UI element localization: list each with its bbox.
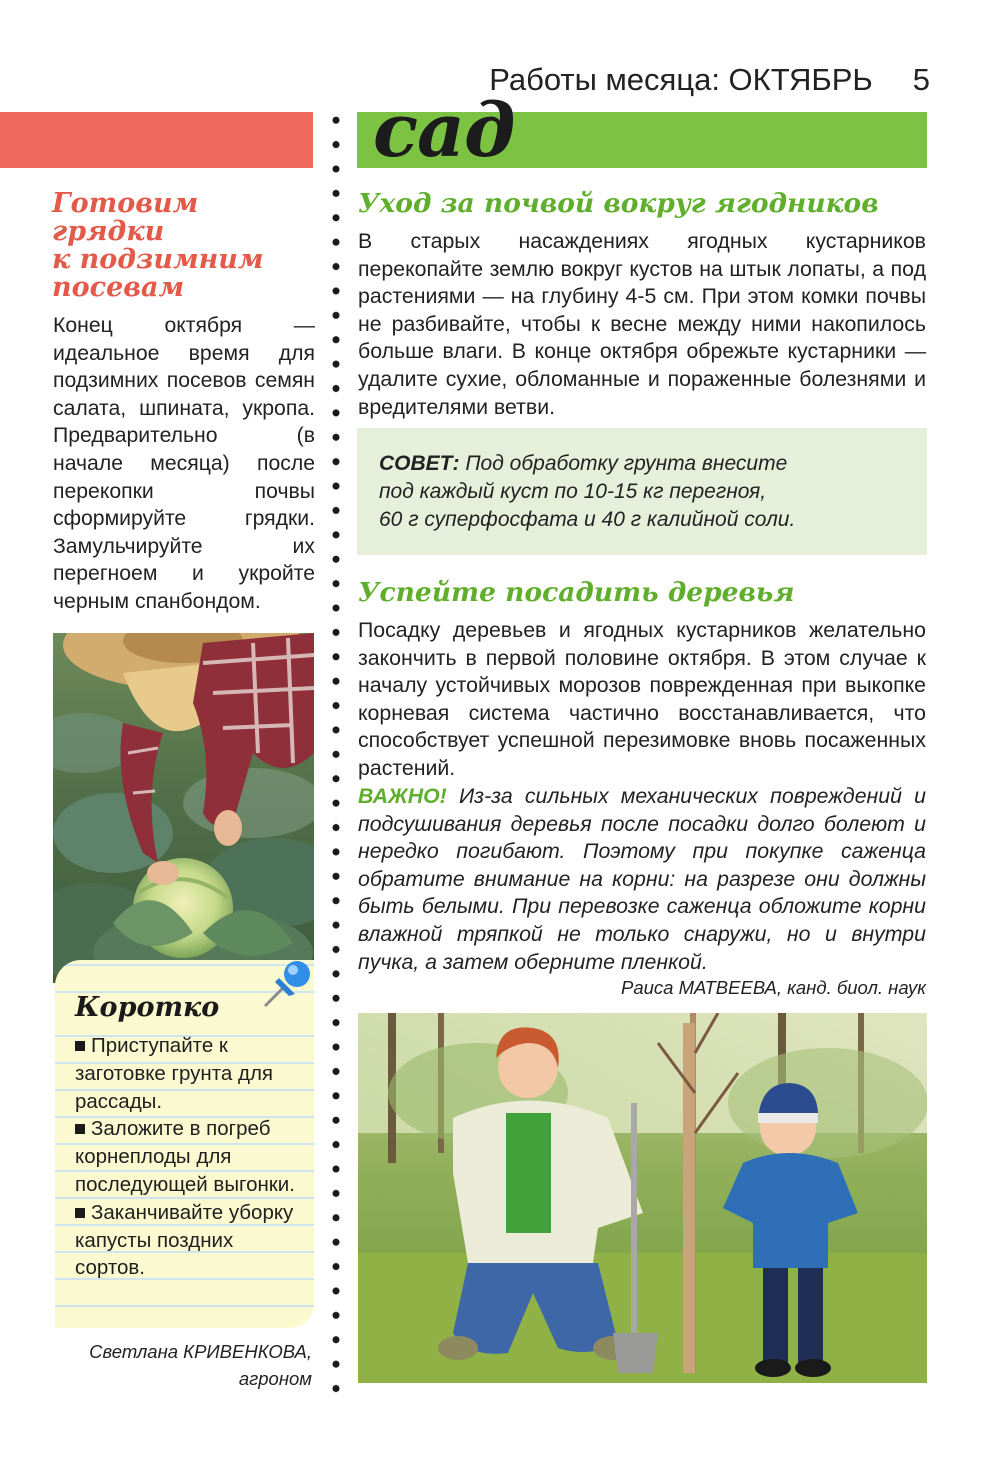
tip-box [357,428,927,555]
list-item: Заканчивайте уборку капусты поздних сортов. [75,1199,307,1282]
important-text: Из-за сильных механических повреждений и подсушивания деревья после посадки долго болеют и нередко погибают. Поэтому при покупке саженца обратите внимание на корни: на разрезе они должны быть белыми. При перевозке саженца обложите корни влажной тряпкой не только снаружи, но и внутри пучка, а затем оберните пленкой. [358,784,926,974]
section-label: сад [373,88,515,174]
article2-heading: Успейте посадить деревья [358,577,795,608]
note-title: Коротко [75,992,220,1023]
right-signature: Раиса МАТВЕЕВА, канд. биол. наук [621,977,926,998]
short-notes-card [55,960,314,1328]
article1-body: В старых насаждениях ягодных кустарников перекопайте землю вокруг кустов на штык лопаты, а под растениями — на глубину 4-5 см. При этом комки почвы не разбивайте, чтобы к весне между ними накопилось больше влаги. В конце октября обрежьте кустарники — удалите сухие, обломанные и пораженные болезнями и вредителями ветви. [358,229,926,419]
list-item: Приступайте к заготовке грунта для рассады. [75,1032,307,1115]
cabbage-harvest-photo [53,633,314,983]
author-role: агроном [238,1368,312,1389]
important-label: ВАЖНО! [358,784,447,808]
section-title: Работы месяца: ОКТЯБРЬ [489,62,873,97]
tip-text: СОВЕТ: Под обработку грунта внесите под каждый куст по 10-15 кг перегноя, 60 г суперфосфата и 40 г калийной соли. [379,452,796,531]
pushpin-icon [255,956,317,1012]
article2-body: Посадку деревьев и ягодных кустарников желательно закончить в первой половине октября. В этом случае к началу устойчивых морозов поврежденная при выкопке корневая система частично восстанавливается, что способствует успешной перезимовке вновь посаженных растений. [358,618,926,780]
author-name: Светлана КРИВЕНКОВА, [89,1341,312,1362]
left-signature [40,1338,312,1392]
important-note [358,783,926,976]
tree-planting-photo [358,1013,927,1383]
list-item: Заложите в погреб корнеплоды для последующей выгонки. [75,1115,307,1198]
column-divider [329,108,343,1398]
article1-heading: Уход за почвой вокруг ягодников [358,188,879,219]
page-number: 5 [912,62,930,97]
left-article-heading: Готовим грядки к подзимним посевам [52,188,264,303]
section-band [357,88,927,174]
left-article-body: Конец октября — идеальное время для подзимних посевов семян салата, шпината, укропа. Предварительно (в начале месяца) после перекопки почвы сформируйте грядки. Замульчируйте их перегноем и укройте черным спанбондом. [53,314,315,613]
tip-label: СОВЕТ: [379,452,460,475]
note-list [75,1032,307,1282]
coral-band [0,112,313,168]
